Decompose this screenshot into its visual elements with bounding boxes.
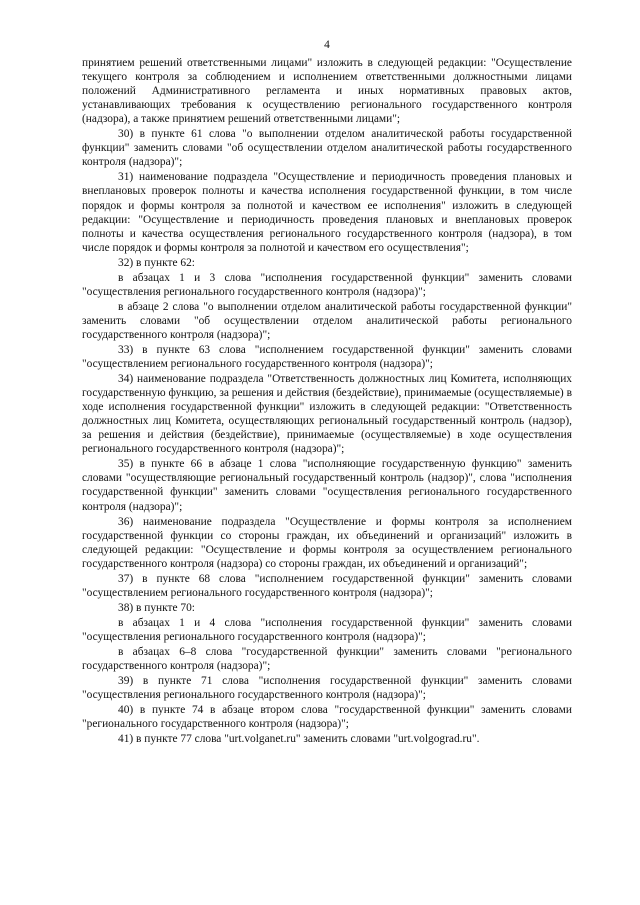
paragraph-item-41: 41) в пункте 77 слова "urt.volganet.ru" заменить словами "urt.volgograd.ru".	[118, 733, 480, 746]
page-number: 4	[324, 39, 330, 51]
paragraph-item-38: 38) в пункте 70:	[118, 601, 195, 614]
paragraph-item-40: 40) в пункте 74 в абзаце втором слова "государственной функции" заменить словами "регионального государственного контроля (надзора)";	[82, 704, 572, 731]
document-page	[82, 38, 572, 746]
paragraph-item-37: 37) в пункте 68 слова "исполнением государственной функции" заменить словами "осуществлением регионального государственного контроля (надзора)";	[82, 572, 572, 599]
paragraph-item-38-sub-1: в абзацах 1 и 4 слова "исполнения государственной функции" заменить словами "осуществления регионального государственного контроля (надзора)";	[82, 616, 572, 643]
paragraph-item-33: 33) в пункте 63 слова "исполнением государственной функции" заменить словами "осуществлением регионального государственного контроля (надзора)";	[82, 343, 572, 371]
paragraph-item-36: 36) наименование подраздела "Осуществление и формы контроля за исполнением государственной функции со стороны граждан, их объединений и организаций" изложить в следующей редакции: "Осуществление и формы контроля за осуществлением регионального государственного контроля (надзора) со стороны граждан, их объединений и организаций";	[82, 515, 572, 570]
paragraph-item-35: 35) в пункте 66 в абзаце 1 слова "исполняющие государственную функцию" заменить словами "осуществляющие региональный государственный контроль (надзор)", слова "исполнения государственной функции" заменить словами "осуществления регионального государственного контроля (надзора)";	[82, 458, 572, 513]
paragraph-item-32-sub-2: в абзаце 2 слова "о выполнении отделом аналитической работы государственной функции" заменить словами "об осуществлении отделом аналитической работы регионального государственного контроля (надзора)";	[82, 300, 572, 341]
paragraph-item-31: 31) наименование подраздела "Осуществление и периодичность проведения плановых и внеплановых проверок полноты и качества исполнения государственной функции, в том числе порядок и формы контроля за полнотой и качеством ее исполнения" изложить в следующей редакции: "Осуществление и периодичность проведения плановых и внеплановых проверок полноты и качества осуществления регионального государственного контроля (надзора), в том числе порядок и формы контроля за полнотой и качеством его осуществления";	[82, 171, 572, 254]
paragraph-item-34: 34) наименование подраздела "Ответственность должностных лиц Комитета, исполняющих государственную функцию, за решения и действия (бездействие), принимаемые (осуществляемые) в ходе исполнения государственной функции" изложить в следующей редакции: "Ответственность должностных лиц Комитета, осуществляющих региональный государственный контроль (надзор), за решения и действия (бездействие), принимаемые (осуществляемые) в ходе осуществления регионального государственного контроля (надзора)";	[82, 373, 572, 456]
paragraph-continuation: принятием решений ответственными лицами" изложить в следующей редакции: "Осуществление текущего контроля за соблюдением и исполнением ответственными должностными лицами положений Административного регламента и иных нормативных правовых актов, устанавливающих требования к осуществлению регионального государственного контроля (надзора), а также принятием решений ответственными лицами";	[82, 57, 572, 126]
paragraph-item-32-sub-1: в абзацах 1 и 3 слова "исполнения государственной функции" заменить словами "осуществления регионального государственного контроля (надзора)";	[82, 271, 572, 298]
paragraph-item-30: 30) в пункте 61 слова "о выполнении отделом аналитической работы государственной функции" заменить словами "об осуществлении отделом аналитической работы государственного контроля (надзора)";	[82, 128, 572, 169]
paragraph-item-38-sub-2: в абзацах 6–8 слова "государственной функции" заменить словами "регионального государственного контроля (надзора)";	[82, 645, 572, 673]
paragraph-item-39: 39) в пункте 71 слова "исполнения государственной функции" заменить словами "осуществления регионального государственного контроля (надзора)";	[82, 675, 572, 702]
paragraph-item-32: 32) в пункте 62:	[118, 256, 195, 269]
